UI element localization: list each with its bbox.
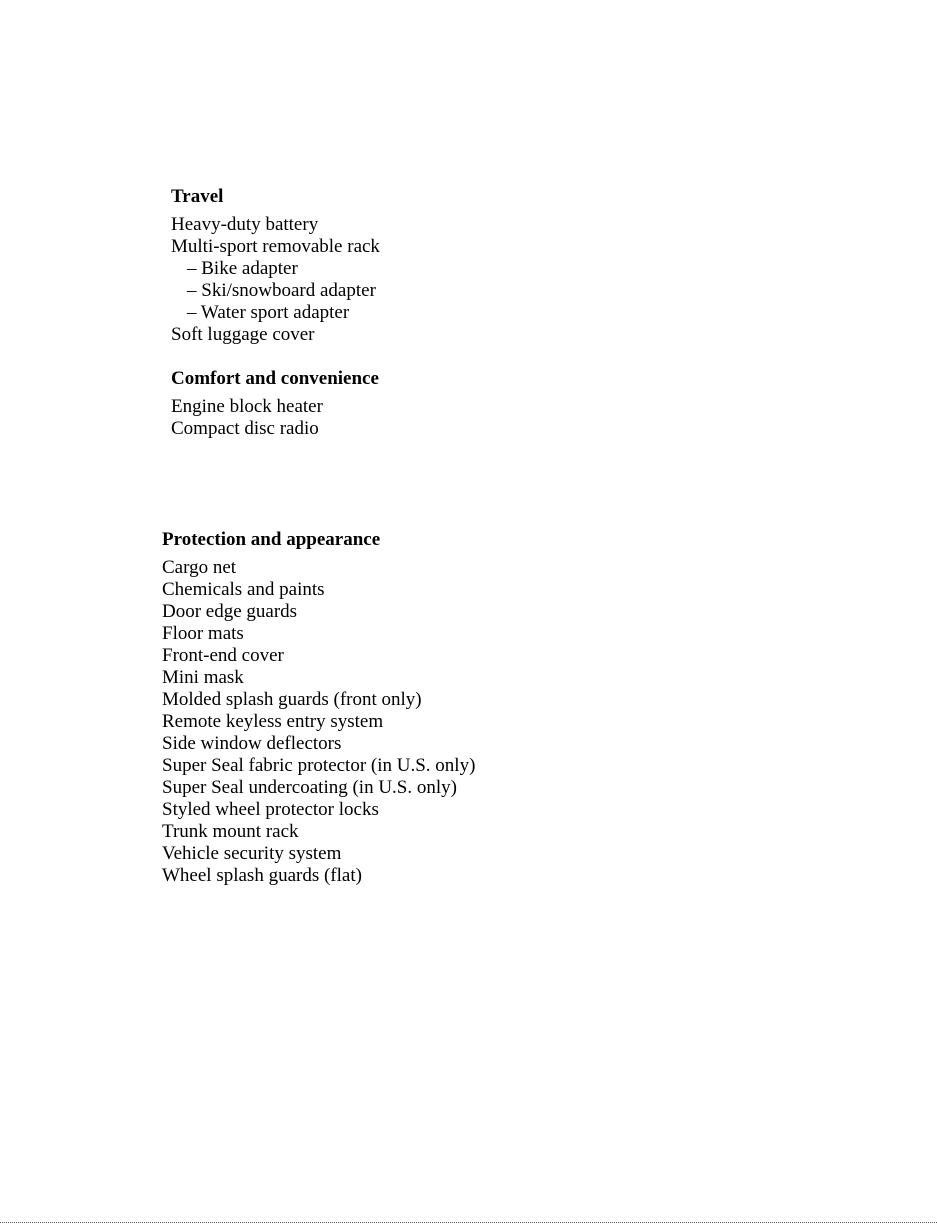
list-item: Super Seal undercoating (in U.S. only)	[162, 777, 457, 798]
item-list-travel	[171, 214, 380, 346]
section-heading-protection: Protection and appearance	[162, 529, 381, 550]
item-list-comfort	[171, 396, 379, 440]
list-item: Styled wheel protector locks	[162, 799, 379, 820]
section-heading-travel: Travel	[171, 186, 224, 207]
list-item: Side window deflectors	[162, 733, 342, 754]
list-item: Front-end cover	[162, 645, 284, 666]
list-item: Cargo net	[162, 557, 237, 578]
list-item: Engine block heater	[171, 396, 323, 417]
section-travel	[171, 186, 380, 346]
list-item: Chemicals and paints	[162, 579, 325, 600]
section-comfort	[171, 368, 379, 440]
list-item: Floor mats	[162, 623, 244, 644]
list-item: Door edge guards	[162, 601, 298, 622]
item-list-protection	[162, 557, 475, 887]
list-item: Molded splash guards (front only)	[162, 689, 422, 710]
list-item: Trunk mount rack	[162, 821, 299, 842]
list-item: Multi-sport removable rack	[171, 236, 380, 257]
list-item: Wheel splash guards (flat)	[162, 865, 362, 886]
list-subitem: – Water sport adapter	[187, 302, 350, 323]
section-protection	[162, 529, 475, 887]
list-subitem: – Ski/snowboard adapter	[187, 280, 376, 301]
list-item: Heavy-duty battery	[171, 214, 319, 235]
list-item: Remote keyless entry system	[162, 711, 384, 732]
list-item: Soft luggage cover	[171, 324, 315, 345]
list-item: Compact disc radio	[171, 418, 319, 439]
list-item: Super Seal fabric protector (in U.S. only)	[162, 755, 476, 776]
page-bottom-rule	[0, 1222, 937, 1223]
list-subitem: – Bike adapter	[187, 258, 298, 279]
list-item: Vehicle security system	[162, 843, 342, 864]
section-heading-comfort: Comfort and convenience	[171, 368, 379, 389]
list-item: Mini mask	[162, 667, 244, 688]
